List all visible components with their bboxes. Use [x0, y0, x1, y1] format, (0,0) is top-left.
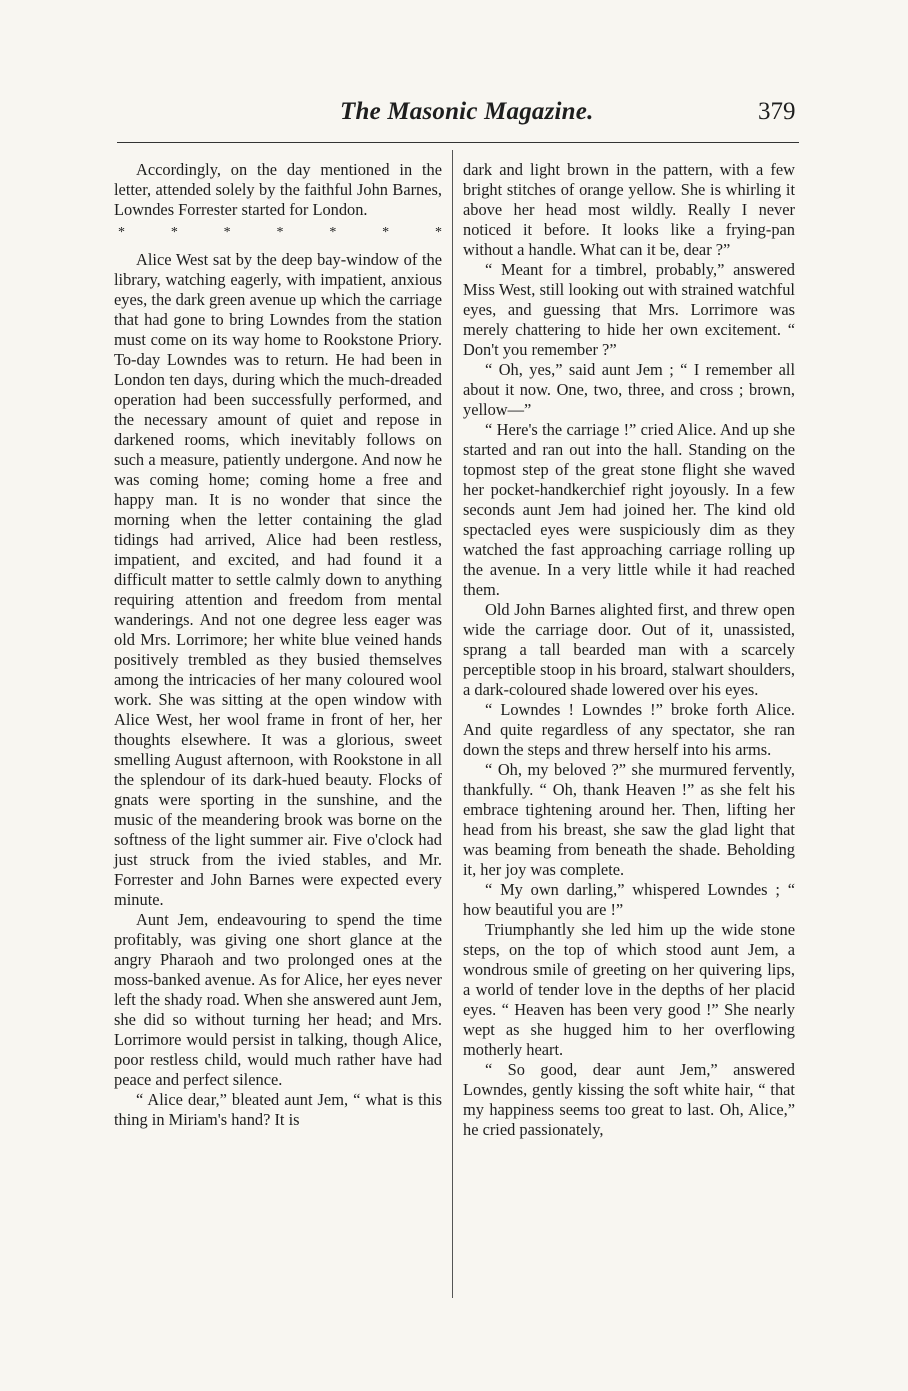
paragraph: “ Lowndes ! Lowndes !” broke forth Alice. And quite regardless of any spectator, she ran down the steps and threw herself into his arms.: [463, 700, 795, 759]
right-column: [463, 160, 795, 1140]
paragraph: “ Oh, yes,” said aunt Jem ; “ I remember all about it now. One, two, three, and cross ; brown, yellow—”: [463, 360, 795, 419]
asterisk: *: [329, 225, 337, 240]
paragraph: “ Alice dear,” bleated aunt Jem, “ what is this thing in Miriam's hand? It is: [114, 1090, 442, 1129]
paragraph: “ So good, dear aunt Jem,” answered Lowndes, gently kissing the soft white hair, “ that my happiness seems too great to last. Oh, Alice,” he cried passionately,: [463, 1060, 795, 1139]
asterisk: *: [223, 225, 231, 240]
column-divider: [452, 150, 453, 1298]
paragraph: “ Oh, my beloved ?” she murmured fervently, thankfully. “ Oh, thank Heaven !” as she felt his embrace tightening around her. Then, lifting her head from his breast, she saw the glad light that was beaming from beneath the shade. Beholding it, her joy was complete.: [463, 760, 795, 879]
asterisk: *: [170, 225, 178, 240]
asterisk: *: [276, 225, 284, 240]
asterisk: *: [382, 225, 390, 240]
paragraph: Aunt Jem, endeavouring to spend the time profitably, was giving one short glance at the angry Pharaoh and two prolonged ones at the moss-banked avenue. As for Alice, her eyes never left the shady road. When she answered aunt Jem, she did so without turning her head; and Mrs. Lorrimore would persist in talking, though Alice, poor restless child, would much rather have had peace and perfect silence.: [114, 910, 442, 1089]
paragraph: “ Here's the carriage !” cried Alice. And up she started and ran out into the hall. Standing on the topmost step of the great stone flight she waved her pocket-handkerchief right joyously. In a few seconds aunt Jem had joined her. The kind old spectacled eyes were suspiciously dim as they watched the fast approaching carriage rolling up the avenue. In a very little while it had reached them.: [463, 420, 795, 599]
running-title: The Masonic Magazine.: [340, 98, 594, 125]
paragraph: dark and light brown in the pattern, with a few bright stitches of orange yellow. She is whirling it above her head most wildly. Really I never noticed it before. It looks like a frying-pan without a handle. What can it be, dear ?”: [463, 160, 795, 259]
left-column: [114, 160, 442, 1130]
header-rule: [117, 142, 799, 143]
paragraph: “ My own darling,” whispered Lowndes ; “ how beautiful you are !”: [463, 880, 795, 919]
asterisk: *: [118, 225, 125, 240]
paragraph: Old John Barnes alighted first, and threw open wide the carriage door. Out of it, unassisted, sprang a tall bearded man with a scarcely perceptible stoop in his broard, stalwart shoulders, a dark-coloured shade lowered over his eyes.: [463, 600, 795, 699]
paragraph: Alice West sat by the deep bay-window of the library, watching eagerly, with impatient, anxious eyes, the dark green avenue up which the carriage that had gone to bring Lowndes from the station must come on its way home to Rookstone Priory. To-day Lowndes was to return. He had been in London ten days, during which the much-dreaded operation had been successfully performed, and the necessary amount of quiet and repose in darkened rooms, which inevitably follows on such a measure, patiently undergone. And now he was coming home; coming home a free and happy man. It is no wonder that since the morning when the letter containing the glad tidings had arrived, Alice had been restless, impatient, and excited, and had found it a difficult matter to settle calmly down to anything requiring attention and freedom from mental wanderings. And not one degree less eager was old Mrs. Lorrimore; her white blue veined hands positively trembled as they busied themselves among the intricacies of her many coloured wool work. She was sitting at the open window with Alice West, her wool frame in front of her, her thoughts elsewhere. It was a glorious, sweet smelling August afternoon, with Rookstone in all the splendour of its dark-hued beauty. Flocks of gnats were sporting in the sunshine, and the music of the meandering brook was borne on the softness of the light summer air. Five o'clock had just struck from the ivied stables, and Mr. Forrester and John Barnes were expected every minute.: [114, 250, 442, 909]
section-break: [114, 224, 442, 242]
paragraph: “ Meant for a timbrel, probably,” answered Miss West, still looking out with strained watchful eyes, and guessing that Mrs. Lorrimore was merely chattering to hide her own excitement. “ Don't you remember ?”: [463, 260, 795, 359]
page-number: 379: [758, 98, 796, 125]
paragraph: Triumphantly she led him up the wide stone steps, on the top of which stood aunt Jem, a wondrous smile of greeting on her quivering lips, a world of tender love in the depths of her placid eyes. “ Heaven has been very good !” She nearly wept as she hugged him to her overflowing motherly heart.: [463, 920, 795, 1059]
paragraph: Accordingly, on the day mentioned in the letter, attended solely by the faithful John Barnes, Lowndes Forrester started for London.: [114, 160, 442, 219]
asterisk: *: [434, 225, 442, 240]
